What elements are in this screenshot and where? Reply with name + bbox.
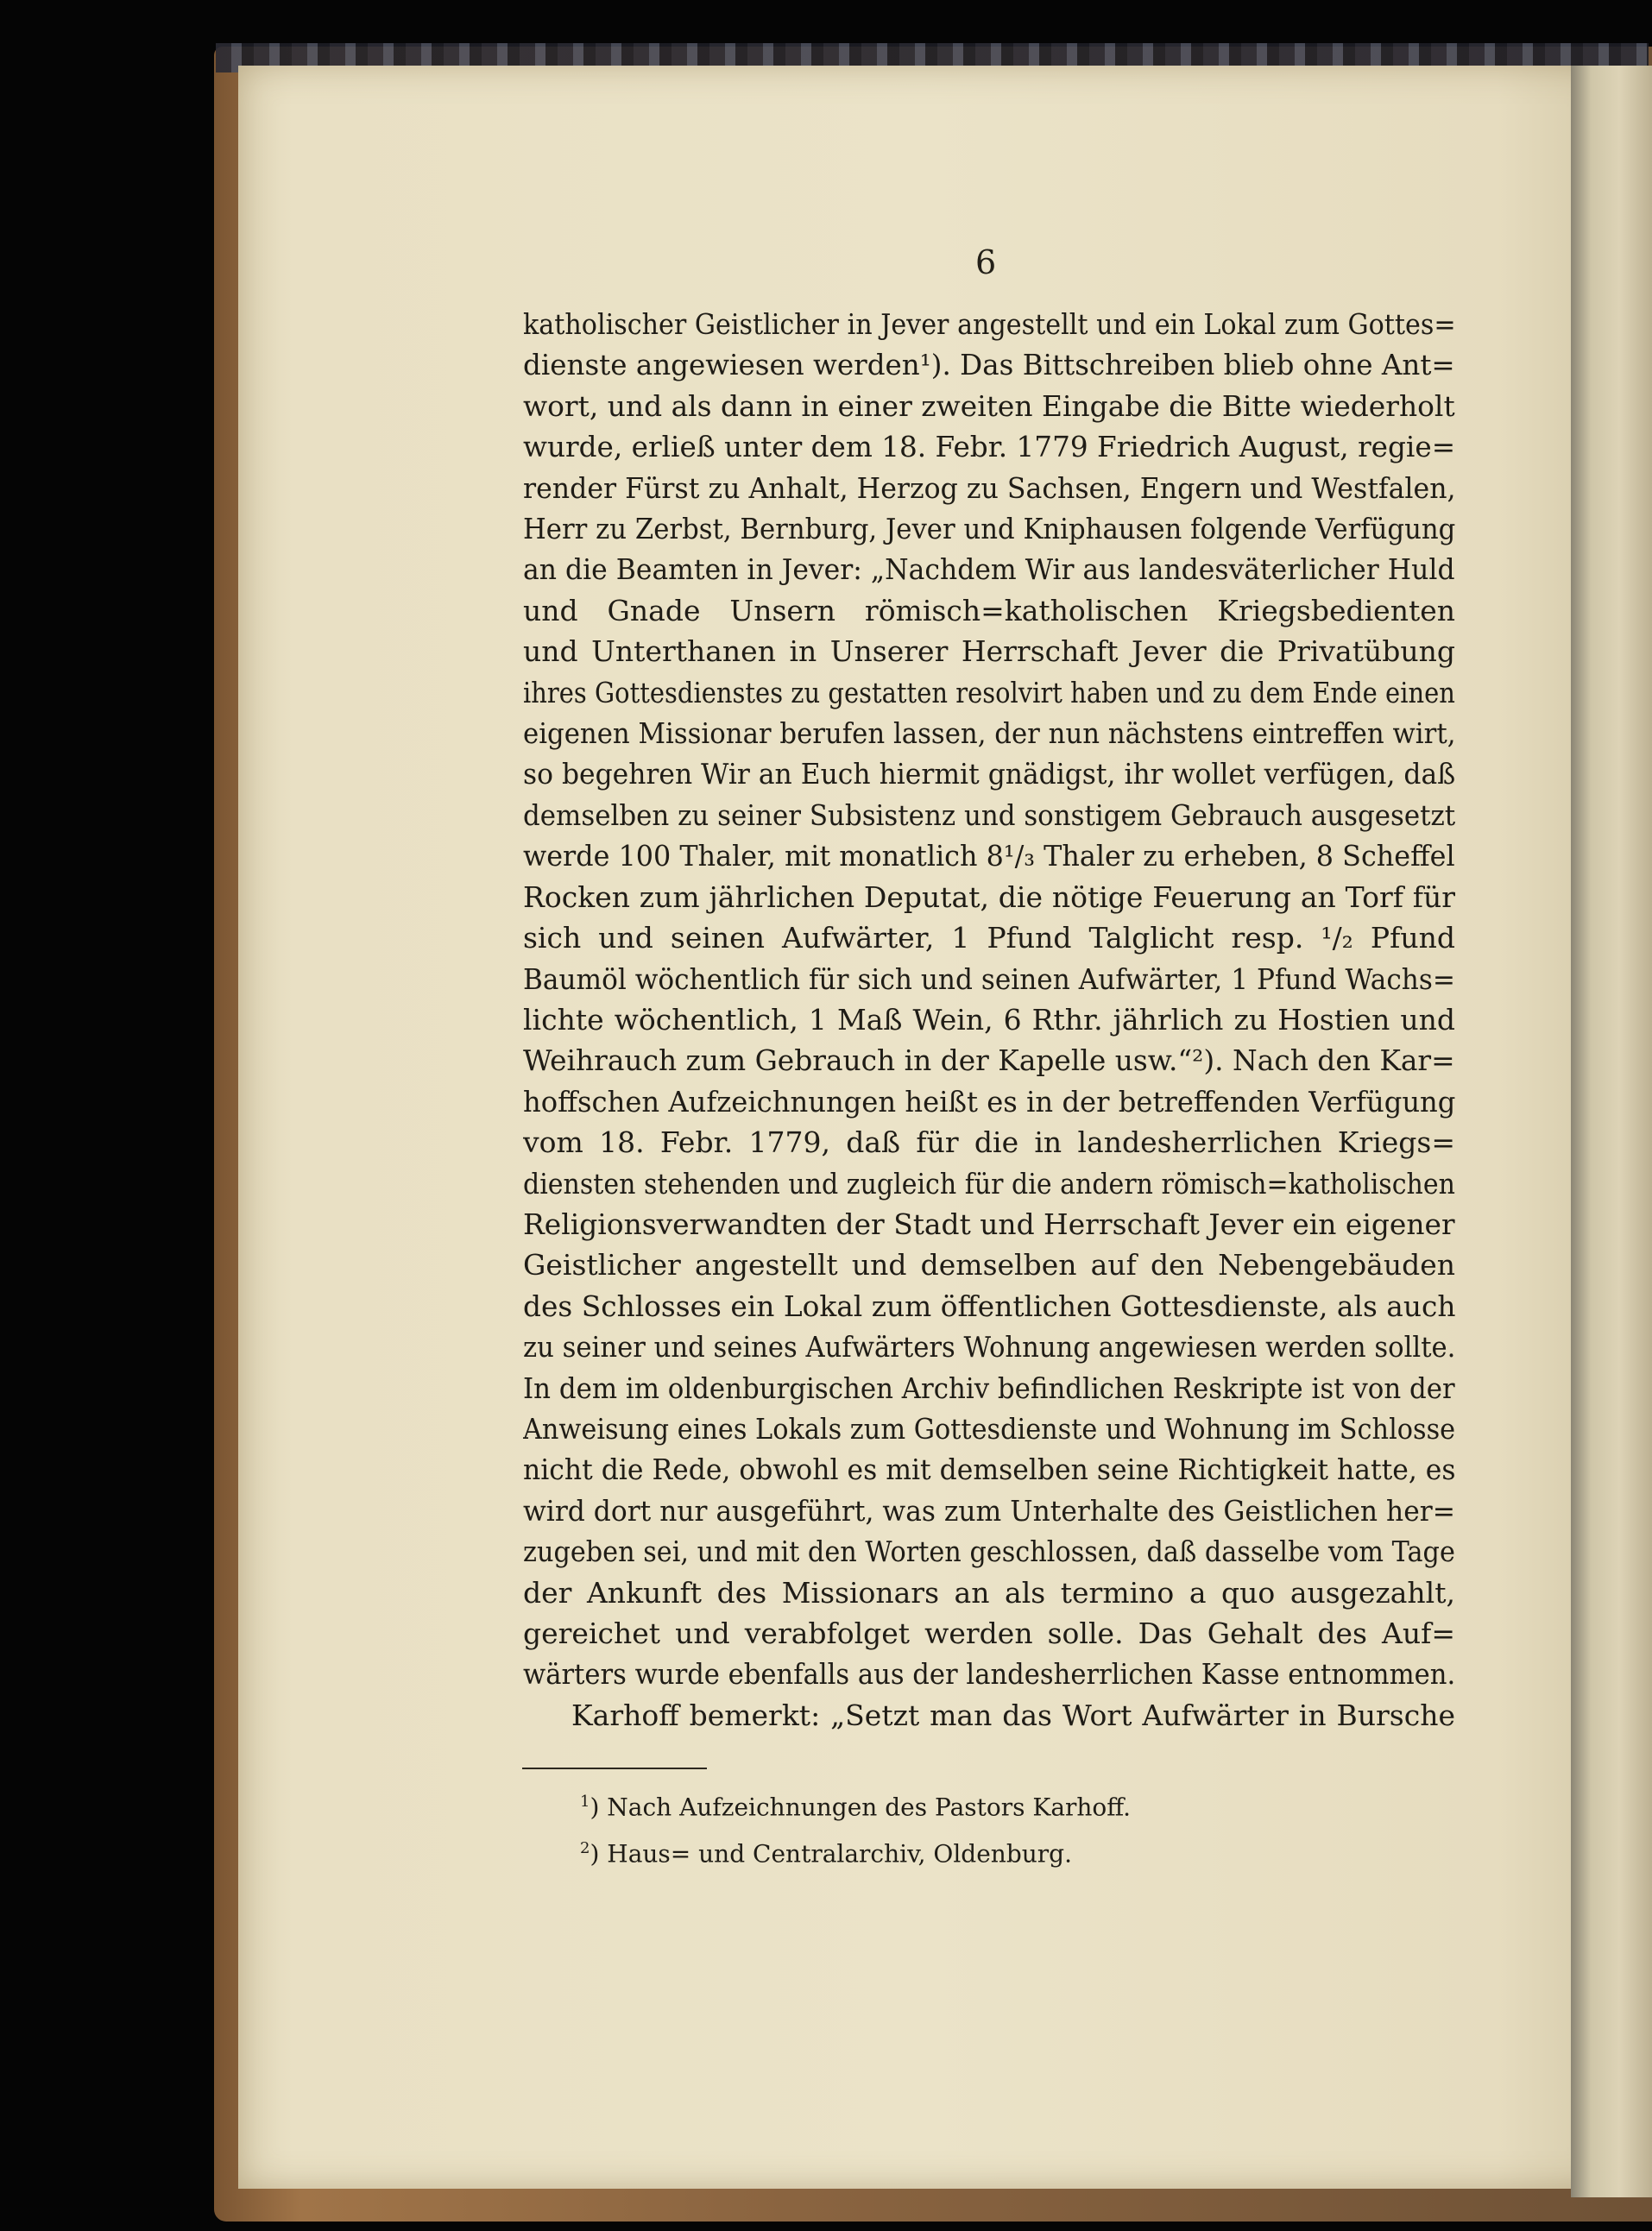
text-line: zu seiner und seines Aufwärters Wohnung angewiesen werden sollte. xyxy=(523,1330,1456,1364)
text-line: Weihrauch zum Gebrauch in der Kapelle usw.“²). Nach den Kar= xyxy=(523,1043,1455,1078)
text-line: Baumöl wöchentlich für sich und seinen Aufwärter, 1 Pfund Wachs= xyxy=(523,961,1455,996)
text-line: Anweisung eines Lokals zum Gottesdienste und Wohnung im Schlosse xyxy=(523,1411,1455,1446)
text-line: wort, und als dann in einer zweiten Eingabe die Bitte wiederholt xyxy=(523,388,1455,423)
text-line: wird dort nur ausgeführt, was zum Unterhalte des Geistlichen her= xyxy=(523,1493,1455,1528)
text-line: wurde, erließ unter dem 18. Febr. 1779 Friedrich August, regie= xyxy=(523,430,1456,464)
footnote-mark: 1 xyxy=(580,1793,590,1811)
footnote-text: ) Nach Aufzeichnungen des Pastors Karhoff. xyxy=(590,1793,1132,1822)
text-line: Geistlicher angestellt und demselben auf den Nebengebäuden xyxy=(523,1248,1455,1283)
text-line: und Gnade Unsern römisch=katholischen Kriegsbedienten xyxy=(523,593,1455,627)
text-line: katholischer Geistlicher in Jever angestellt und ein Lokal zum Gottes= xyxy=(523,307,1456,341)
text-line: vom 18. Febr. 1779, daß für die in landesherrlichen Kriegs= xyxy=(523,1125,1455,1160)
text-line: diensten stehenden und zugleich für die andern römisch=katholischen xyxy=(523,1166,1455,1201)
text-line: render Fürst zu Anhalt, Herzog zu Sachsen, Engern und Westfalen, xyxy=(523,470,1456,505)
text-line: des Schlosses ein Lokal zum öffentlichen Gottesdienste, als auch xyxy=(523,1289,1456,1323)
book-gutter xyxy=(1571,66,1652,2197)
text-line: lichte wöchentlich, 1 Maß Wein, 6 Rthr. jährlich zu Hostien und xyxy=(523,1002,1455,1037)
text-line: dienste angewiesen werden¹). Das Bittschreiben blieb ohne Ant= xyxy=(523,348,1455,382)
text-line: In dem im oldenburgischen Archiv befindlichen Reskripte ist von der xyxy=(523,1371,1455,1405)
footnote-1 xyxy=(580,1781,1131,1828)
text-line: und Unterthanen in Unserer Herrschaft Jever die Privatübung xyxy=(523,634,1455,669)
footnote-2 xyxy=(580,1828,1131,1875)
text-line: an die Beamten in Jever: „Nachdem Wir aus landesväterlicher Huld xyxy=(523,552,1455,587)
text-line: gereichet und verabfolget werden solle. Das Gehalt des Auf= xyxy=(523,1617,1455,1650)
text-line: Karhoff bemerkt: „Setzt man das Wort Aufwärter in Bursche xyxy=(571,1698,1455,1732)
text-line: nicht die Rede, obwohl es mit demselben seine Richtigkeit hatte, es xyxy=(523,1453,1456,1487)
footnote-rule xyxy=(522,1768,707,1769)
text-line: Rocken zum jährlichen Deputat, die nötige Feuerung an Torf für xyxy=(523,879,1455,914)
body-text xyxy=(523,304,1455,1736)
text-line: der Ankunft des Missionars an als termino a quo ausgezahlt, xyxy=(523,1575,1455,1610)
footnotes xyxy=(580,1781,1131,1875)
text-line: eigenen Missionar berufen lassen, der nun nächstens eintreffen wirt, xyxy=(523,716,1456,751)
page-number: 6 xyxy=(975,243,997,281)
footnote-mark: 2 xyxy=(580,1839,590,1858)
footnote-text: ) Haus= und Centralarchiv, Oldenburg. xyxy=(590,1839,1073,1869)
text-line: hoffschen Aufzeichnungen heißt es in der betreffenden Verfügung xyxy=(523,1084,1456,1119)
text-line: Religionsverwandten der Stadt und Herrschaft Jever ein eigener xyxy=(523,1207,1455,1241)
text-line: demselben zu seiner Subsistenz und sonstigem Gebrauch ausgesetzt xyxy=(523,797,1456,832)
text-line: wärters wurde ebenfalls aus der landesherrlichen Kasse entnommen. xyxy=(523,1657,1456,1692)
text-line: ihres Gottesdienstes zu gestatten resolvirt haben und zu dem Ende einen xyxy=(523,675,1455,709)
text-line: sich und seinen Aufwärter, 1 Pfund Talglicht resp. ¹/₂ Pfund xyxy=(523,921,1455,955)
text-line: zugeben sei, und mit den Worten geschlossen, daß dasselbe vom Tage xyxy=(523,1535,1455,1569)
text-line: werde 100 Thaler, mit monatlich 8¹/₃ Thaler zu erheben, 8 Scheffel xyxy=(523,839,1455,873)
text-line: Herr zu Zerbst, Bernburg, Jever und Kniphausen folgende Verfügung xyxy=(523,512,1455,546)
text-line: so begehren Wir an Euch hiermit gnädigst, ihr wollet verfügen, daß xyxy=(523,757,1456,791)
